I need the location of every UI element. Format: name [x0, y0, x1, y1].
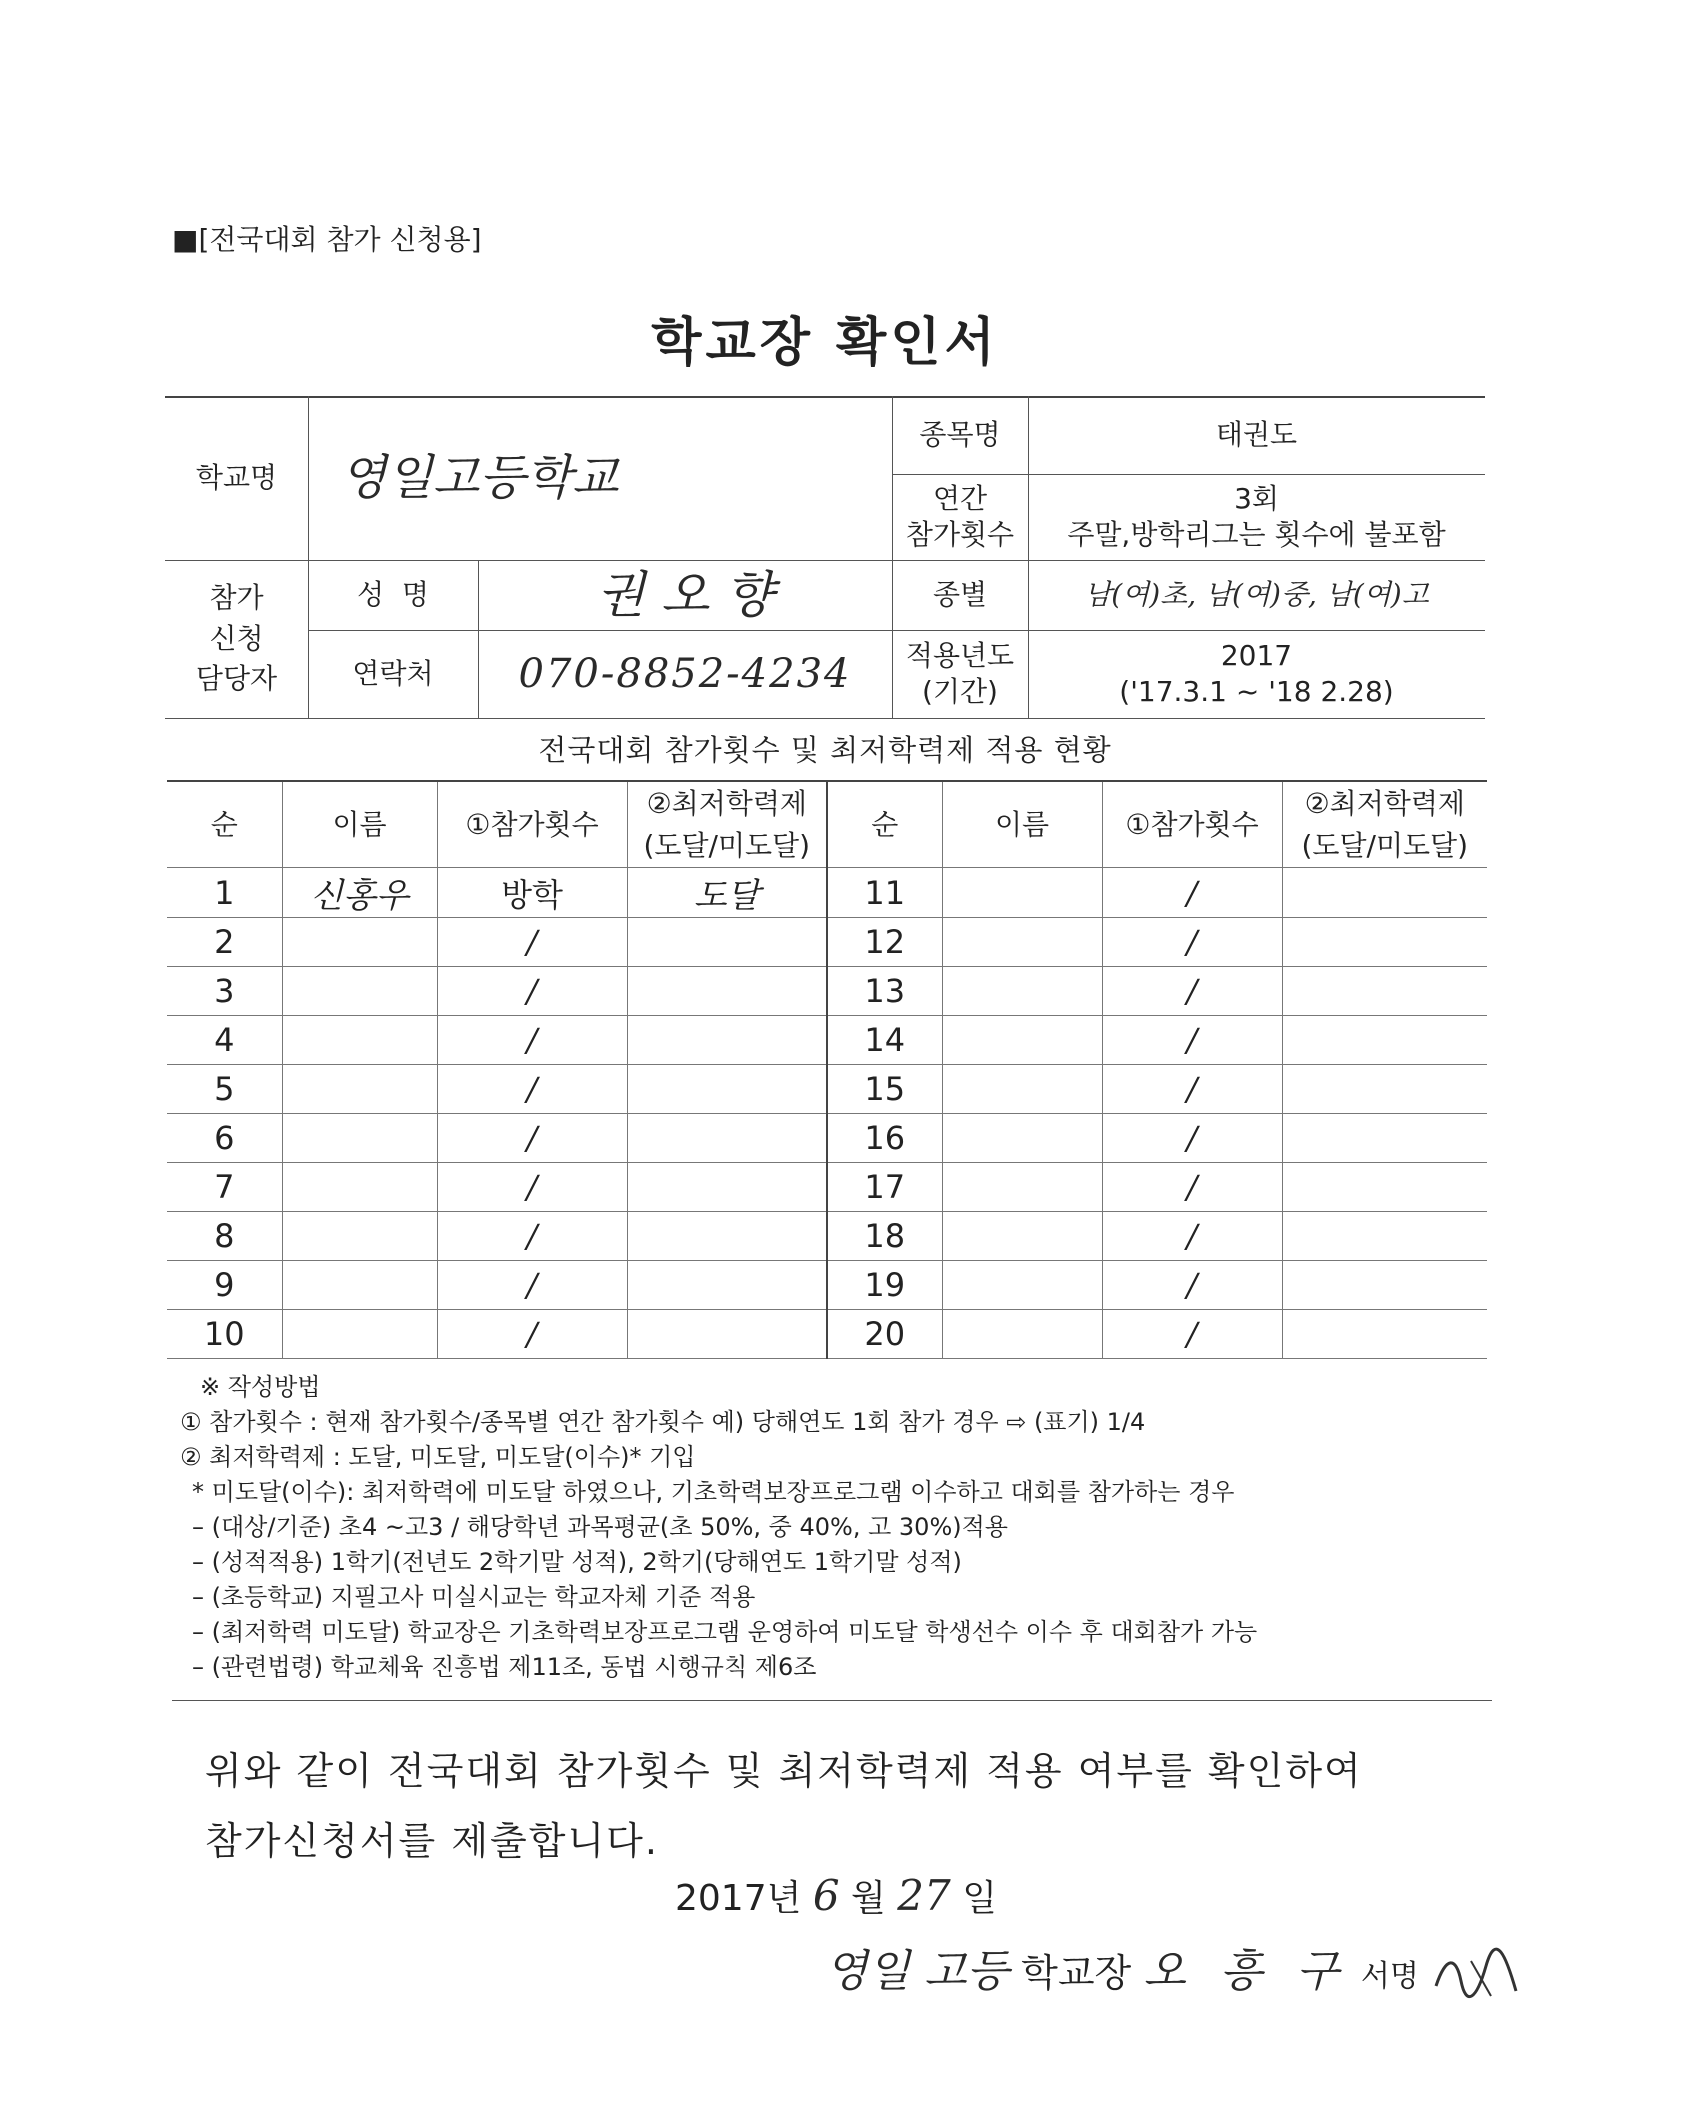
manager-label-line: 담당자 [195, 662, 278, 696]
cell-no: 15 [827, 1065, 942, 1114]
cell-no: 13 [827, 967, 942, 1016]
cell-count: / [437, 967, 627, 1016]
cell-no: 8 [167, 1212, 282, 1261]
year-period: ('17.3.1 ~ '18 2.28) [1119, 675, 1394, 708]
date-line [675, 1870, 997, 1921]
cell-min [1282, 1016, 1487, 1065]
annual-count: 3회 [1234, 481, 1279, 515]
table-row [167, 1114, 1487, 1163]
cell-name [282, 1310, 437, 1359]
year-label [892, 630, 1028, 718]
table-row [167, 1065, 1487, 1114]
cell-count: / [1102, 967, 1282, 1016]
note-line: – (대상/기준) 초4 ~고3 / 해당학년 과목평균(초 50%, 중 40%, 고 30%)적용 [192, 1513, 1008, 1541]
date-day: 27 [897, 1871, 951, 1920]
cell-count: / [437, 1016, 627, 1065]
cell-no: 17 [827, 1163, 942, 1212]
cell-no: 16 [827, 1114, 942, 1163]
sign-label: 서명 [1360, 1959, 1419, 1994]
sport-value: 태권도 [1215, 417, 1298, 451]
cell-min [1282, 1163, 1487, 1212]
cell-no: 18 [827, 1212, 942, 1261]
cell-name [282, 1163, 437, 1212]
col-no: 순 [167, 781, 282, 868]
year-value [1028, 630, 1485, 718]
cell-name [282, 918, 437, 967]
table-row [167, 967, 1487, 1016]
notes-heading: ※ 작성방법 [200, 1373, 321, 1401]
participation-table [167, 780, 1487, 1359]
date-day-unit: 일 [962, 1878, 997, 1919]
cell-no: 11 [827, 868, 942, 918]
cell-count: / [1102, 1261, 1282, 1310]
contact-label: 연락처 [352, 656, 434, 690]
cell-name [942, 1016, 1102, 1065]
cell-count: / [437, 1212, 627, 1261]
table-row [167, 918, 1487, 967]
cell-count: / [437, 1163, 627, 1212]
cell-min [1282, 1114, 1487, 1163]
cell-no: 19 [827, 1261, 942, 1310]
gender-value: 남(여)초, 남(여)중, 남(여)고 [1084, 577, 1429, 611]
cell-min [1282, 1065, 1487, 1114]
cell-count: / [437, 1310, 627, 1359]
table-row [167, 868, 1487, 918]
cell-min: 도달 [627, 868, 827, 918]
col-name: 이름 [282, 781, 437, 868]
cell-count: / [437, 1065, 627, 1114]
col-min-line: ②최저학력제 [646, 786, 807, 820]
col-min-line: ②최저학력제 [1304, 786, 1465, 820]
table-row [167, 1261, 1487, 1310]
signature-line [825, 1935, 1521, 2006]
cell-min [627, 1114, 827, 1163]
cell-name [942, 868, 1102, 918]
cell-count: / [1102, 918, 1282, 967]
cell-name [282, 1261, 437, 1310]
cell-min [1282, 967, 1487, 1016]
cell-count: 방학 [437, 868, 627, 918]
name-label: 성 명 [357, 577, 429, 611]
cell-no: 20 [827, 1310, 942, 1359]
annual-value [1028, 474, 1485, 560]
year-label-line: 적용년도 [905, 638, 1015, 672]
cell-min [627, 1310, 827, 1359]
gender-label: 종별 [932, 577, 988, 611]
col-count: ①참가횟수 [437, 781, 627, 868]
manager-label-line: 신청 [209, 621, 264, 655]
cell-name [282, 967, 437, 1016]
cell-count: / [437, 1261, 627, 1310]
cell-name [942, 1310, 1102, 1359]
cell-min [1282, 1212, 1487, 1261]
cell-count: / [1102, 1163, 1282, 1212]
note-line: – (초등학교) 지필고사 미실시교는 학교자체 기준 적용 [192, 1583, 756, 1611]
cell-name: 신홍우 [282, 868, 437, 918]
col-min [1282, 781, 1487, 868]
cell-min [1282, 1310, 1487, 1359]
cell-no: 14 [827, 1016, 942, 1065]
date-month: 6 [812, 1871, 840, 1920]
cell-count: / [1102, 1310, 1282, 1359]
note-line: – (관련법령) 학교체육 진흥법 제11조, 동법 시행규칙 제6조 [192, 1653, 817, 1681]
table-row [167, 1016, 1487, 1065]
cell-no: 5 [167, 1065, 282, 1114]
annual-label [892, 474, 1028, 560]
note-line: – (최저학력 미도달) 학교장은 기초학력보장프로그램 운영하여 미도달 학생선수 이수 후 대회참가 가능 [192, 1618, 1258, 1646]
cell-min [627, 1212, 827, 1261]
cell-name [282, 1065, 437, 1114]
cell-count: / [1102, 1114, 1282, 1163]
cell-name [942, 967, 1102, 1016]
confirm-line: 위와 같이 전국대회 참가횟수 및 최저학력제 적용 여부를 확인하여 [205, 1749, 1363, 1793]
contact-value: 070-8852-4234 [518, 651, 852, 697]
year-number: 2017 [1220, 638, 1293, 672]
table-row [167, 1163, 1487, 1212]
cell-no: 9 [167, 1261, 282, 1310]
cell-name [942, 1261, 1102, 1310]
cell-min [627, 967, 827, 1016]
col-name: 이름 [942, 781, 1102, 868]
cell-min [1282, 1261, 1487, 1310]
cell-min [627, 1016, 827, 1065]
cell-min [627, 918, 827, 967]
name-value: 권 오 향 [596, 565, 774, 624]
school-label: 학교명 [195, 460, 278, 494]
principal-name: 오 흥 구 [1143, 1946, 1349, 1997]
table-header-row [167, 781, 1487, 868]
cell-name [942, 918, 1102, 967]
col-min-line: (도달/미도달) [643, 828, 811, 862]
cell-no: 6 [167, 1114, 282, 1163]
document-title: 학교장 확인서 [651, 313, 999, 373]
cell-count: / [1102, 868, 1282, 918]
cell-count: / [437, 918, 627, 967]
sport-label: 종목명 [919, 417, 1001, 451]
annual-label-line: 연간 [932, 481, 988, 515]
cell-min [627, 1261, 827, 1310]
cell-no: 10 [167, 1310, 282, 1359]
handwritten-signature-icon [1431, 1946, 1521, 2006]
cell-min [1282, 918, 1487, 967]
date-year: 2017년 [675, 1878, 802, 1919]
cell-count: / [1102, 1065, 1282, 1114]
cell-name [282, 1114, 437, 1163]
cell-name [942, 1163, 1102, 1212]
cell-min [627, 1065, 827, 1114]
note-line: ② 최저학력제 : 도달, 미도달, 미도달(이수)* 기입 [180, 1443, 696, 1471]
col-min [627, 781, 827, 868]
info-bottom-border [165, 718, 1485, 719]
principal-label: 학교장 [1021, 1951, 1132, 1995]
col-count: ①참가횟수 [1102, 781, 1282, 868]
annual-label-line: 참가횟수 [905, 518, 1015, 551]
manager-label [165, 560, 308, 718]
cell-no: 12 [827, 918, 942, 967]
cell-no: 7 [167, 1163, 282, 1212]
annual-note: 주말,방학리그는 횟수에 불포함 [1067, 518, 1446, 551]
cell-min [627, 1163, 827, 1212]
cell-no: 2 [167, 918, 282, 967]
cell-count: / [1102, 1212, 1282, 1261]
cell-count: / [1102, 1016, 1282, 1065]
cell-min [1282, 868, 1487, 918]
table-row [167, 1212, 1487, 1261]
cell-count: / [437, 1114, 627, 1163]
note-line: – (성적적용) 1학기(전년도 2학기말 성적), 2학기(당해연도 1학기말 성적) [192, 1548, 962, 1576]
notes-box [172, 1370, 1492, 1701]
note-line: * 미도달(이수): 최저학력에 미도달 하였으나, 기초학력보장프로그램 이수하고 대회를 참가하는 경우 [192, 1478, 1235, 1506]
status-title: 전국대회 참가횟수 및 최저학력제 적용 현황 [538, 733, 1112, 767]
cell-no: 4 [167, 1016, 282, 1065]
cell-no: 1 [167, 868, 282, 918]
cell-name [942, 1114, 1102, 1163]
school-value: 영일고등학교 [340, 449, 619, 506]
cell-no: 3 [167, 967, 282, 1016]
note-line: ① 참가횟수 : 현재 참가횟수/종목별 연간 참가횟수 예) 당해연도 1회 참가 경우 ⇨ (표기) 1/4 [180, 1408, 1146, 1436]
cell-name [942, 1065, 1102, 1114]
year-label-line: (기간) [922, 675, 998, 708]
cell-name [942, 1212, 1102, 1261]
form-type-tag: ■[전국대회 참가 신청용] [172, 223, 482, 256]
table-row [167, 1310, 1487, 1359]
cell-name [282, 1212, 437, 1261]
manager-label-line: 참가 [209, 581, 264, 615]
confirm-line: 참가신청서를 제출합니다. [205, 1819, 659, 1863]
col-min-line: (도달/미도달) [1301, 828, 1469, 862]
signature-school: 영일 고등 [825, 1946, 1010, 1997]
col-no: 순 [827, 781, 942, 868]
cell-name [282, 1016, 437, 1065]
date-month-unit: 월 [851, 1878, 886, 1919]
